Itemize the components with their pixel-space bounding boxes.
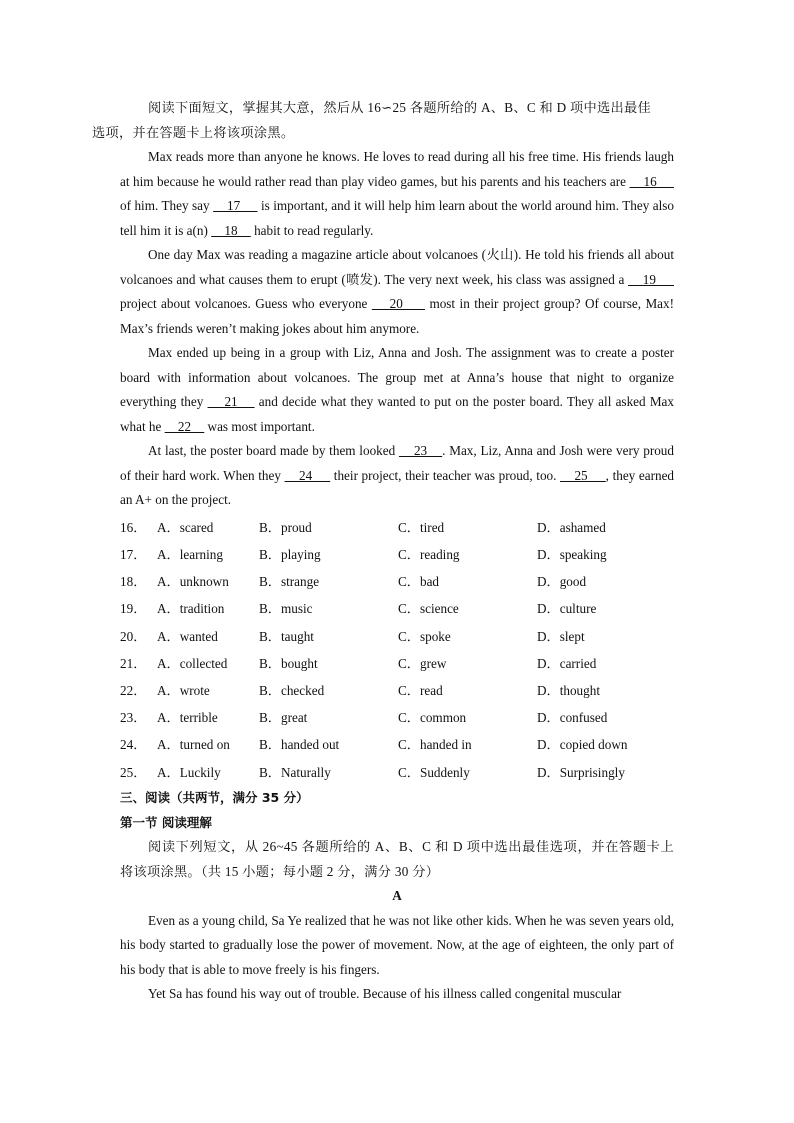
blank-22: 22 [164,418,205,434]
blank-24: 24 [284,467,331,483]
blank-17: 17 [213,198,258,213]
blank-21: 21 [207,394,255,409]
passage-paragraph-3: Max ended up being in a group with Liz, Anna and Josh. The assignment was to create a poster board with information about volcanoes. The group met at Anna’s house that night to organize everything they 21 and decide what they wanted to put on the poster board. They all asked Max what he 22 was most important. [120,345,675,434]
blank-16: 16 [629,173,674,189]
question-row: 25． A．Luckily B．Naturally C．Suddenly D．Surprisingly [120,764,625,780]
question-row: 20． A．wanted B．taught C．spoke D．slept [120,628,585,644]
blank-25: 25 [560,467,606,483]
question-row: 18． A．unknown B．strange C．bad D．good [120,574,587,590]
passage-paragraph-1: Max reads more than anyone he knows. He loves to read during all his free time. His friends laugh at him because he would rather read than play video games, but his parents and his teachers are 16 of him. They say 17 is important, and it will help him learn about the world around him. They also tell him it is a(n) 18 habit to read regularly. [120,149,675,238]
blank-20: 20 [371,296,425,311]
reading-paragraph-2: Yet Sa has found his way out of trouble. Because of his illness called congenital muscular [148,986,622,1002]
blank-19: 19 [628,271,674,287]
exam-page [92,96,675,1007]
question-row: 19． A．tradition B．music C．science D．culture [120,601,597,617]
question-row: 23． A．terrible B．great C．common D．confused [120,710,608,726]
section-title: 三、阅读（共两节，满分 35 分） [120,790,309,806]
reading-instructions: 阅读下列短文，从 26~45 各题所给的 A、B、C 和 D 项中选出最佳选项，并在答题卡上将该项涂黑。（共 15 小题；每小题 2 分，满分 30 分） [120,839,674,879]
blank-23: 23 [398,443,443,458]
question-row: 24． A．turned on B．handed out C．handed in D．copied down [120,737,628,753]
question-row: 16． A．scared B．proud C．tired D．ashamed [120,519,606,535]
question-row: 22． A．wrote B．checked C．read D．thought [120,682,601,698]
question-row: 17． A．learning B．playing C．reading D．speaking [120,547,607,563]
passage-paragraph-4: At last, the poster board made by them looked 23 . Max, Liz, Anna and Josh were very proud of their hard work. When they 24 their project, their teacher was proud, too. 25 , they earned an A+ on the project. [120,443,675,507]
passage-heading: A [392,888,402,904]
passage-paragraph-2: One day Max was reading a magazine article about volcanoes (火山). He told his friends all about volcanoes and what causes them to erupt (喷发). The very next week, his class was assigned a 19 project about volcanoes. Guess who everyone 20 most in their project group? Of course, Max! Max’s friends weren’t making jokes about him anymore. [120,247,675,336]
question-row: 21． A．collected B．bought C．grew D．carried [120,655,597,671]
reading-paragraph-1: Even as a young child, Sa Ye realized that he was not like other kids. When he was seven years old, his body started to gradually lose the power of movement. Now, at the age of eighteen, the only part of his body that is able to move freely is his fingers. [120,912,674,977]
answer-options [120,515,674,787]
cloze-instructions: 阅读下面短文，掌握其大意，然后从 16∽25 各题所给的 A、B、C 和 D 项中选出最佳 选项，并在答题卡上将该项涂黑。 [92,100,651,140]
blank-18: 18 [211,222,251,238]
subsection-title: 第一节 阅读理解 [120,814,212,830]
